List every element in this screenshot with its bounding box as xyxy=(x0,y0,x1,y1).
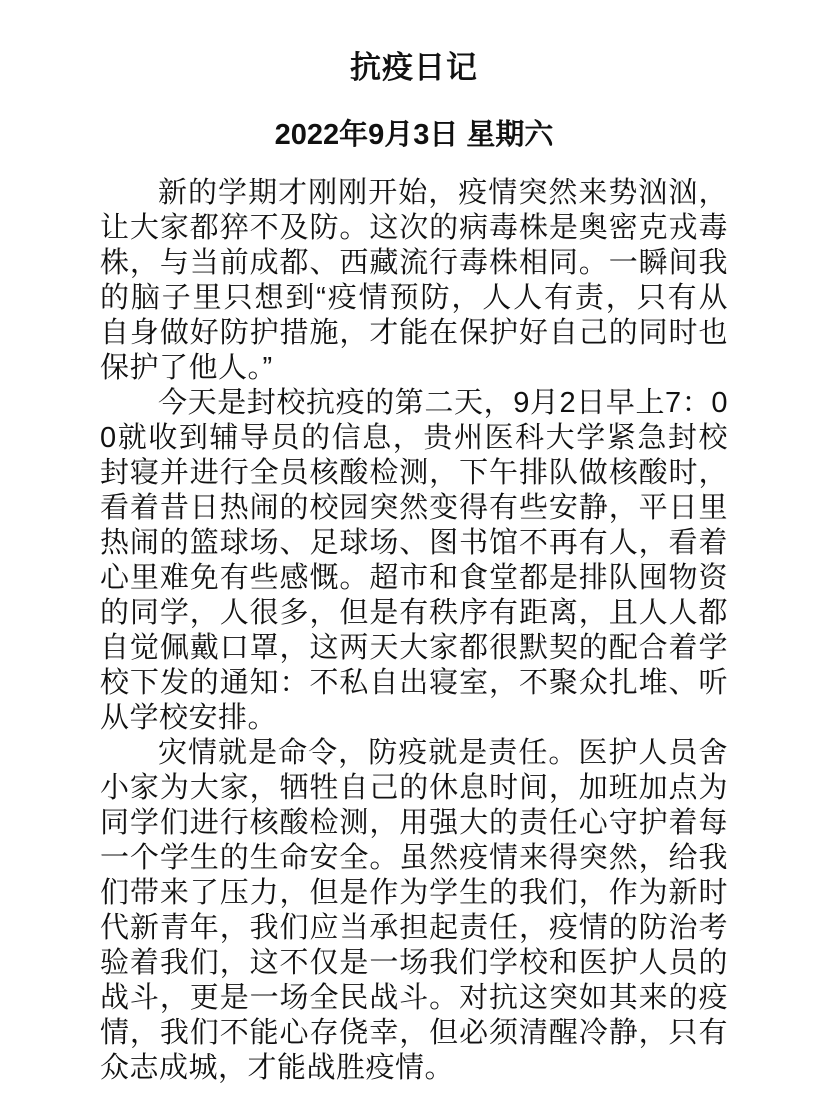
diary-date: 2022年9月3日 星期六 xyxy=(274,119,554,151)
page-title: 抗疫日记 xyxy=(350,50,478,85)
diary-paragraph: 灾情就是命令，防疫就是责任。医护人员舍小家为大家，牺牲自己的休息时间，加班加点为同学们进行核酸检测，用强大的责任心守护着每一个学生的生命安全。虽然疫情来得突然，给我们带来了压力，但是作为学生的我们，作为新时代新青年，我们应当承担起责任，疫情的防治考验着我们，这不仅是一场我们学校和医护人员的战斗，更是一场全民战斗。对抗这突如其来的疫情，我们不能心存侥幸，但必须清醒冷静，只有众志成城，才能战胜疫情。 xyxy=(100,737,728,1084)
diary-body xyxy=(100,176,728,1086)
diary-paragraph: 今天是封校抗疫的第二天，9月2日早上7：00就收到辅导员的信息，贵州医科大学紧急封校封寝并进行全员核酸检测，下午排队做核酸时，看着昔日热闹的校园突然变得有些安静，平日里热闹的篮球场、足球场、图书馆不再有人，看着心里难免有些感慨。超市和食堂都是排队囤物资的同学，人很多，但是有秩序有距离，且人人都自觉佩戴口罩，这两天大家都很默契的配合着学校下发的通知：不私自出寝室，不聚众扎堆、听从学校安排。 xyxy=(100,387,728,734)
diary-paragraph: 新的学期才刚刚开始，疫情突然来势汹汹，让大家都猝不及防。这次的病毒株是奥密克戎毒株，与当前成都、西藏流行毒株相同。一瞬间我的脑子里只想到“疫情预防，人人有责，只有从自身做好防护措施，才能在保护好自己的同时也保护了他人。” xyxy=(100,177,728,384)
